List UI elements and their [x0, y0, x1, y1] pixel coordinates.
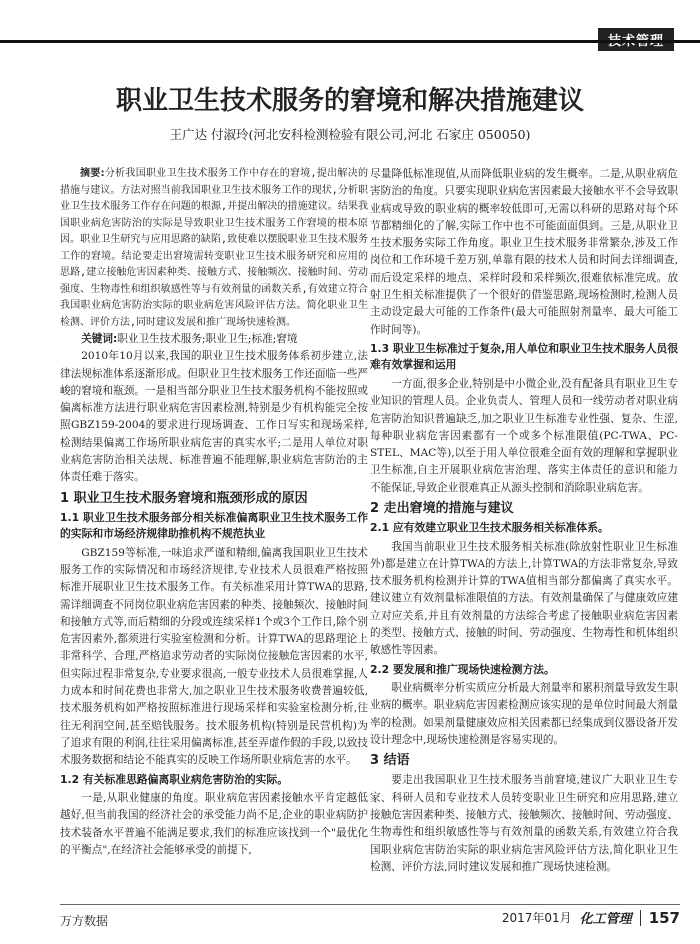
keywords-label: 关键词:: [81, 333, 118, 345]
keywords-text: 职业卫生技术服务;职业卫生;标准;窘境: [117, 333, 298, 345]
abstract-label: 摘要:: [80, 168, 105, 179]
section-1-1-body: GBZ159等标准,一味追求严谨和精细,偏离我国职业卫生技术服务工作的实际情况和市场经济规律,专业技术人员很难严格按照标准开展职业卫生技术服务工作。有关标准采用计算TWA的思路,需详细调查不同岗位职业病危害因素的种类、接触频次、接触时间和接触方式等,而后精细的分段或连续采样1个或3个工作日,除个别危害因素外,都须进行实验室检测和分析。计算TWA的思路理论上非常科学、合理,严格追求劳动者的实际岗位接触危害因素的水平,但实际过程非常复杂,专业要求很高,一般专业技术人员很难掌握,人力成本和时间花费也非常大,加之职业卫生技术服务收费普遍较低,技术服务机构如严格按照标准进行现场采样和实验室检测分析,往往无利润空间,甚至赔钱服务。技术服务机构(特别是民营机构)为了追求有限的利润,往往采用偏离标准,甚至弄虚作假的手段,以致技术服务数据和结论不能真实的反映工作场所职业病危害的水平。: [60, 546, 368, 767]
article-title: 职业卫生技术服务的窘境和解决措施建议: [115, 86, 584, 116]
section-2-1-body: 我国当前职业卫生技术服务相关标准(除放射性职业卫生标准外)都是建立在计算TWA的方法上,计算TWA的方法非常复杂,导致技术服务机构检测并计算的TWA值相当部分都偏离了真实水平。建议建立有效剂量标准限值的方法。有效剂量确保了与健康效应建立对应关系,并且有效剂量的方法综合考虑了接触职业病危害因素的类型、接触方式、接触的时间、劳动强度、生物毒性和机体组织敏感性等因素。: [370, 540, 678, 657]
section-1-2-body: 一是,从职业健康的角度。职业病危害因素接触水平肯定越低越好,但当前我国的经济社会的承受能力尚不足,企业的职业病防护技术装备水平普遍不能满足要求,我们的标准应该找到一个"最优化的平衡点",在经济社会能够承受的前提下,: [60, 792, 368, 856]
section-3-heading: 3 结语: [370, 753, 410, 769]
section-1-heading: 1 职业卫生技术服务窘境和瓶颈形成的原因: [60, 490, 308, 506]
section-2-2-heading: 2.2 要发展和推广现场快速检测方法。: [370, 662, 555, 676]
section-1-1-heading: 1.1 职业卫生技术服务部分相关标准偏离职业卫生技术服务工作的实际和市场经济规律助推机构不规范执业: [60, 510, 368, 541]
section-1-3-body: 一方面,很多企业,特别是中小微企业,没有配备具有职业卫生专业知识的管理人员。企业负责人、管理人员和一线劳动者对职业病危害防治知识普遍缺乏,加之职业卫生标准专业性强、复杂、生涩,每种职业病危害因素都有一个或多个标准限值(PC-TWA、PC-STEL、MAC等),以至于用人单位很难全面有效的理解和掌握职业卫生标准,自主开展职业病危害治理、落实主体责任的意识和能力不能保证,导致企业很难真正从源头控制和消除职业病危害。: [370, 377, 678, 494]
footer-info: [502, 908, 680, 927]
page-number: 157: [648, 908, 680, 927]
continued-paragraph: 尽量降低标准现值,从而降低职业病的发生概率。二是,从职业病危害防治的角度。只要实现职业病危害因素最大接触水平不会导致职业病或导致的职业病的概率较低即可,无需以科研的思路对每个环节都精细化的了解,实际工作中也不可能面面俱到。三是,从职业卫生技术服务实际工作角度。职业卫生技术服务非常繁杂,涉及工作岗位和工作环境千差万别,单靠有限的技术人员和时间去详细调查,而后设定采样的地点、采样时段和采样频次,很难依标准完成。放射卫生相关标准提供了一个很好的借鉴思路,现场检测时,检测人员主动设定最大可能的工作条件(最大可能照射剂量率、最大可能工作时间等)。: [370, 168, 678, 336]
keywords: [60, 331, 368, 348]
footer-source: 万方数据: [60, 914, 109, 928]
footer-rule: [60, 904, 680, 905]
left-column: [60, 166, 368, 859]
journal-logo: 化工管理: [579, 912, 632, 927]
section-1-3-heading: 1.3 职业卫生标准过于复杂,用人单位和职业卫生技术服务人员很难有效掌握和运用: [370, 341, 678, 372]
right-column: [370, 166, 678, 876]
abstract-text: 分析我国职业卫生技术服务工作中存在的窘境,提出解决的措施与建议。方法对照当前我国职业卫生技术服务工作的现状,分析职业卫生技术服务工作存在问题的根源,并提出解决的措施建议。结果我国职业病危害防治的实际是导致职业卫生技术服务工作窘境的根本原因。职业卫生研究与应用思路的缺陷,致使难以摆脱职业卫生技术服务工作的窘境。结论要走出窘境需转变职业卫生技术服务研究和应用的思路,建立接触危害因素种类、接触方式、接触频次、接触时间、劳动强度、生物毒性和组织敏感性等与有效剂量的函数关系,有效建立符合我国职业病危害防治实际的职业病危害风险评估方法。简化职业卫生检测、评价方法,同时建议发展和推广现场快速检测。: [60, 168, 368, 328]
section-3-body: 要走出我国职业卫生技术服务当前窘境,建议广大职业卫生专家、科研人员和专业技术人员转变职业卫生研究和应用思路,建立接触危害因素种类、接触方式、接触频次、接触时间、劳动强度、生物毒性和组织敏感性等与有效剂量的函数关系,有效建立符合我国职业病危害防治实际的职业病危害风险评估方法,简化职业卫生检测、评价方法,同时建议发展和推广现场快速检测。: [370, 774, 678, 873]
authors-line: 王广达 付淑玲(河北安科检测检验有限公司,河北 石家庄 050050): [169, 127, 531, 142]
footer-divider: [640, 910, 641, 926]
section-1-2-heading: 1.2 有关标准思路偏离职业病危害防治的实际。: [60, 772, 289, 786]
section-2-heading: 2 走出窘境的措施与建议: [370, 501, 514, 517]
section-2-1-heading: 2.1 应有效建立职业卫生技术服务相关标准体系。: [370, 521, 609, 535]
intro-paragraph: 2010年10月以来,我国的职业卫生技术服务体系初步建立,法律法规标准体系逐渐形成。但职业卫生技术服务工作还面临一些严峻的窘境和瓶颈。一是相当部分职业卫生技术服务机构不能按照或偏离标准方法进行职业病危害因素检测,特别是少有机构能完全按照GBZ159-2004的要求进行现场调查、工作日写实和现场采样,检测结果偏离工作场所职业病危害的真实水平;二是用人单位对职业病危害防治相关法规、标准普遍不能理解,职业病危害防治的主体责任难于落实。: [60, 350, 368, 484]
footer-date: 2017年01月: [501, 911, 572, 925]
header-rule: [0, 40, 700, 43]
abstract: [60, 166, 368, 331]
section-2-2-body: 职业病概率分析实质应分析最大剂量率和累积剂量导致发生职业病的概率。职业病危害因素检测应该实现的是单位时间最大剂量率的检测。如果剂量健康效应相关因素都已经集成到仪器设备开发设计理念中,现场快速检测是容易实现的。: [370, 682, 678, 747]
